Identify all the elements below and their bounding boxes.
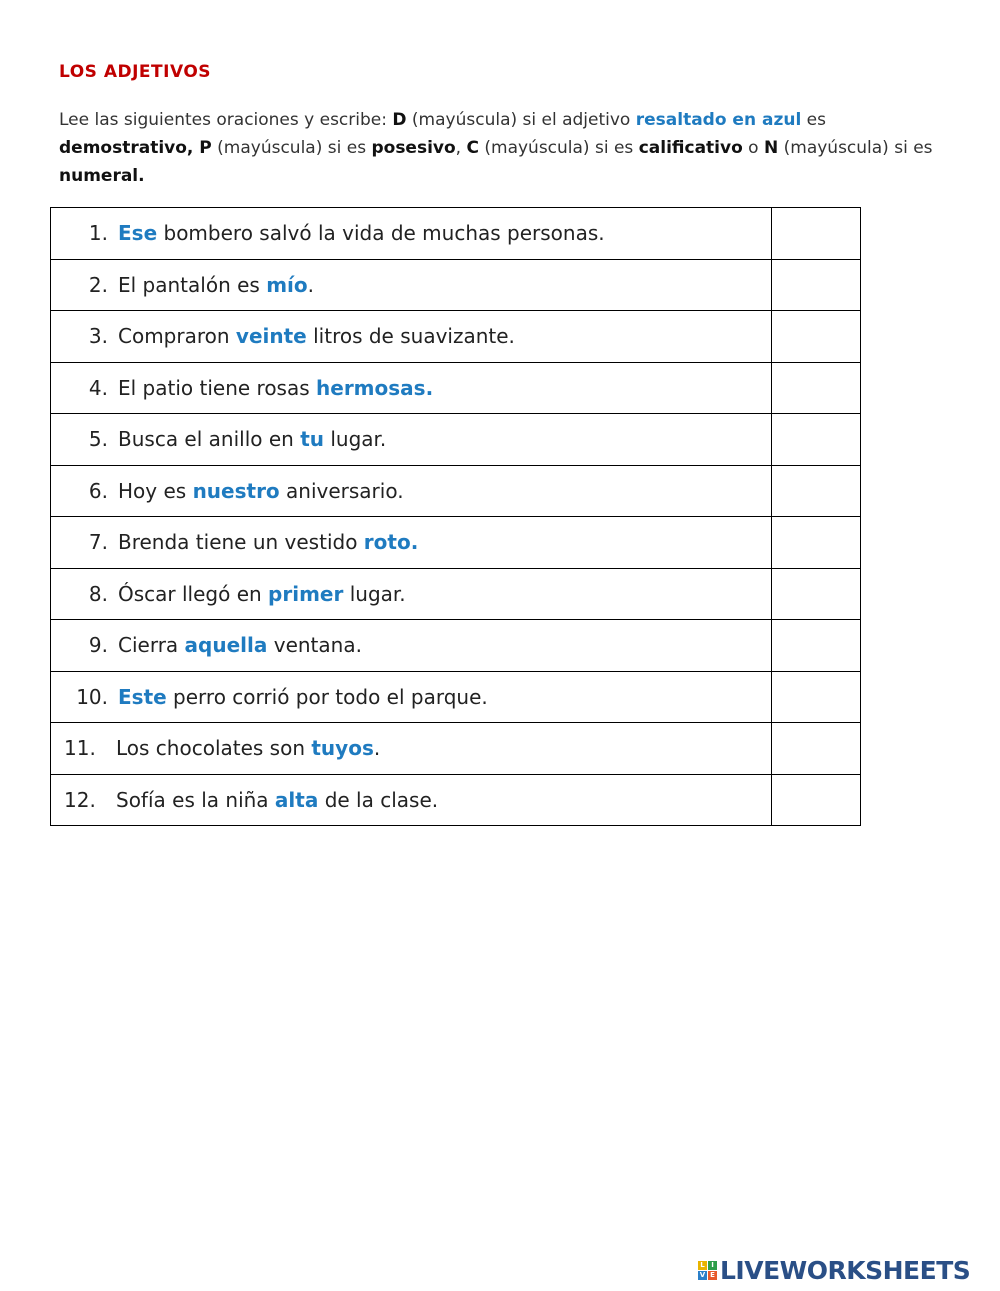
sentence-cell	[51, 311, 772, 363]
item-number: 9.	[88, 633, 108, 658]
instr-text-8: (mayúscula) si es	[778, 138, 933, 158]
item-number: 7.	[88, 530, 108, 555]
sentence-text: lugar.	[324, 427, 387, 452]
sentence-text: Cierra	[118, 633, 185, 658]
sentence-cell	[51, 414, 772, 466]
answer-input[interactable]	[772, 517, 861, 569]
sentence-text: lugar.	[343, 581, 406, 606]
sentence-text: perro corrió por todo el parque.	[166, 684, 488, 709]
instructions	[59, 106, 939, 190]
logo-letter: V	[699, 1271, 706, 1279]
instr-n: N	[763, 138, 779, 158]
sentence-cell	[51, 620, 772, 672]
sentence-cell	[51, 465, 772, 517]
sentence-cell	[51, 208, 772, 260]
answer-input[interactable]	[772, 259, 861, 311]
exercise-table	[50, 207, 861, 826]
instr-numeral: numeral.	[59, 166, 145, 186]
answer-input[interactable]	[772, 311, 861, 363]
highlighted-adjective: nuestro	[192, 478, 280, 503]
liveworksheets-logo	[698, 1256, 970, 1284]
sentence-text: litros de suavizante.	[306, 324, 515, 349]
answer-input[interactable]	[772, 465, 861, 517]
instr-d: D	[392, 110, 407, 130]
sentence-cell	[51, 259, 772, 311]
table-row	[51, 723, 861, 775]
sentence-text: .	[373, 736, 381, 761]
sentence-text: ventana.	[267, 633, 362, 658]
item-number: 2.	[88, 272, 108, 297]
sentence-cell	[51, 723, 772, 775]
highlighted-adjective: tuyos	[311, 736, 374, 761]
item-number: 12.	[64, 787, 96, 812]
table-row	[51, 414, 861, 466]
answer-input[interactable]	[772, 414, 861, 466]
instr-highlight: resaltado en azul	[635, 110, 802, 130]
highlighted-adjective: Este	[118, 684, 167, 709]
table-row	[51, 311, 861, 363]
sentence-text: Sofía es la niña	[116, 787, 275, 812]
highlighted-adjective: mío	[266, 272, 308, 297]
logo-icon	[698, 1261, 717, 1280]
instr-c: C	[466, 138, 479, 158]
answer-input[interactable]	[772, 671, 861, 723]
sentence-cell	[51, 362, 772, 414]
sentence-cell	[51, 568, 772, 620]
page-title: LOS ADJETIVOS	[59, 62, 212, 82]
table-row	[51, 208, 861, 260]
answer-input[interactable]	[772, 568, 861, 620]
sentence-text: Busca el anillo en	[118, 427, 301, 452]
item-number: 5.	[88, 427, 108, 452]
instr-posesivo: posesivo	[371, 138, 456, 158]
sentence-text: Óscar llegó en	[118, 581, 269, 606]
sentence-text: de la clase.	[318, 787, 439, 812]
sentence-text: aniversario.	[279, 478, 404, 503]
sentence-cell	[51, 517, 772, 569]
item-number: 1.	[88, 221, 108, 246]
instr-text-6: (mayúscula) si es	[478, 138, 639, 158]
highlighted-adjective: roto.	[363, 530, 419, 555]
instr-text-7: o	[742, 138, 764, 158]
instr-text-3: es	[801, 110, 827, 130]
table-row	[51, 774, 861, 826]
sentence-text: Compraron	[118, 324, 236, 349]
table-row	[51, 620, 861, 672]
sentence-text: El patio tiene rosas	[118, 375, 317, 400]
highlighted-adjective: aquella	[184, 633, 268, 658]
sentence-text: Hoy es	[118, 478, 193, 503]
table-row	[51, 362, 861, 414]
instr-calificativo: calificativo	[638, 138, 743, 158]
item-number: 4.	[88, 375, 108, 400]
sentence-text: bombero salvó la vida de muchas personas.	[157, 221, 605, 246]
sentence-text: Brenda tiene un vestido	[118, 530, 364, 555]
item-number: 3.	[88, 324, 108, 349]
instr-text-1: Lee las siguientes oraciones y escribe:	[59, 110, 393, 130]
instr-text-4: (mayúscula) si es	[211, 138, 372, 158]
answer-input[interactable]	[772, 208, 861, 260]
highlighted-adjective: primer	[268, 581, 344, 606]
item-number: 10.	[76, 684, 108, 709]
highlighted-adjective: tu	[300, 427, 324, 452]
table-row	[51, 671, 861, 723]
sentence-text: Los chocolates son	[116, 736, 312, 761]
table-row	[51, 568, 861, 620]
answer-input[interactable]	[772, 723, 861, 775]
instr-text-2: (mayúscula) si el adjetivo	[406, 110, 636, 130]
sentence-text: El pantalón es	[118, 272, 267, 297]
sentence-cell	[51, 671, 772, 723]
item-number: 6.	[88, 478, 108, 503]
sentence-text: .	[307, 272, 314, 297]
highlighted-adjective: veinte	[235, 324, 307, 349]
item-number: 8.	[88, 581, 108, 606]
logo-text: LIVEWORKSHEETS	[720, 1255, 971, 1285]
answer-input[interactable]	[772, 620, 861, 672]
table-row	[51, 465, 861, 517]
logo-letter: E	[708, 1271, 717, 1280]
answer-input[interactable]	[772, 362, 861, 414]
logo-letter: I	[708, 1261, 717, 1270]
sentence-cell	[51, 774, 772, 826]
highlighted-adjective: Ese	[118, 221, 158, 246]
answer-input[interactable]	[772, 774, 861, 826]
instr-text-5: ,	[455, 138, 467, 158]
item-number: 11.	[64, 736, 96, 761]
table-row	[51, 517, 861, 569]
logo-letter: L	[698, 1261, 707, 1270]
highlighted-adjective: alta	[274, 787, 319, 812]
instr-demostrativo: demostrativo, P	[59, 138, 212, 158]
table-row	[51, 259, 861, 311]
highlighted-adjective: hermosas.	[316, 375, 434, 400]
